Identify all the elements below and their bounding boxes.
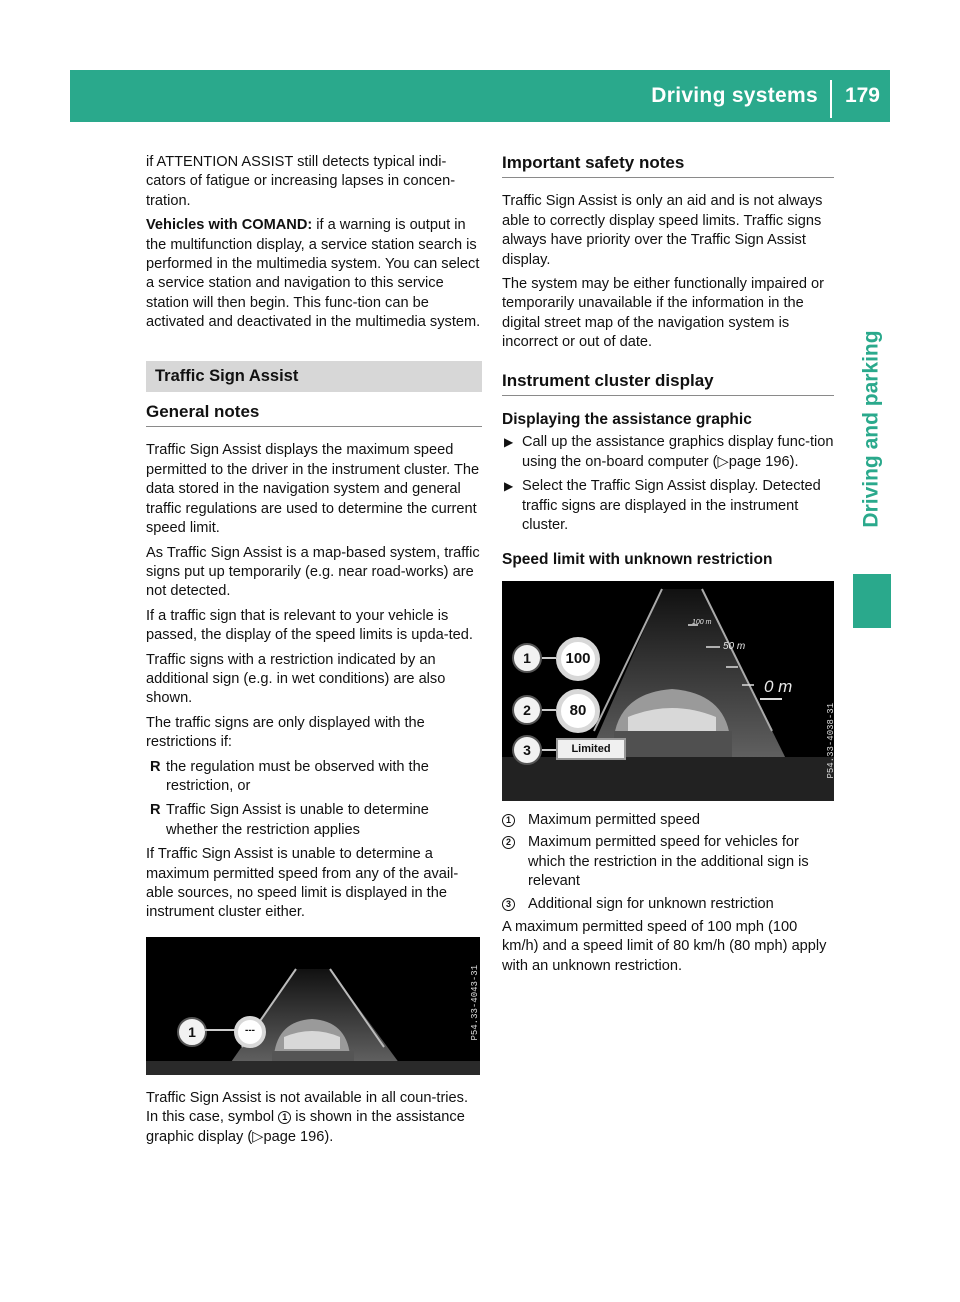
unavailable-paragraph: Traffic Sign Assist is not available in all coun-tries. In this case, symbol 1 is shown in the assistance graphic display (▷page 196). (146, 1089, 469, 1145)
section-banner: Traffic Sign Assist (146, 361, 482, 392)
figure-id: P54.33-4038-31 (826, 702, 837, 779)
header-divider (830, 80, 832, 118)
callout-line (542, 709, 556, 711)
callout-line (542, 657, 556, 659)
paragraph: The system may be either functionally impaired or temporarily unavailable if the information in the digital street map of the navigation system is incorrect or out of date. (502, 276, 825, 351)
paragraph: As Traffic Sign Assist is a map-based system, traffic signs put up temporarily (e.g. near road-works) are not detected. (146, 544, 480, 600)
comand-paragraph (146, 216, 482, 332)
paragraph: If Traffic Sign Assist is unable to determine a maximum permitted speed from any of the avail-able sources, no speed limit is displayed in the instrument cluster either. (146, 846, 459, 921)
arrow-right-icon: ▶ (504, 435, 514, 450)
figure-id: P54.33-4043-31 (470, 964, 481, 1041)
distance-label-0m: 0 m (764, 676, 793, 696)
right-column (502, 153, 837, 981)
callout-number-icon: 2 (502, 836, 515, 849)
page-ref-triangle-icon: ▷ (717, 453, 729, 470)
intro-paragraph: if ATTENTION ASSIST still detects typical indi-cators of fatigue or increasing lapses in concen-tration. (146, 154, 456, 209)
chapter-tab (853, 290, 891, 568)
callout-number-icon: 1 (502, 814, 515, 827)
speed-limit-sign-100-icon: 100 (556, 637, 600, 681)
section-title: Driving systems (651, 84, 818, 107)
instruction-step: ▶ Call up the assistance graphics display func-tion using the on-board computer (▷page 196). (504, 434, 834, 470)
callout-marker-1: 1 (177, 1017, 207, 1047)
assistance-graphic-heading: Displaying the assistance graphic (502, 411, 752, 429)
distance-label-50m: 50 m (723, 640, 746, 652)
page-ref-triangle-icon: ▷ (252, 1128, 264, 1145)
callout-number-icon: 3 (502, 898, 515, 911)
road-graphic (146, 937, 480, 1075)
arrow-right-icon: ▶ (504, 479, 514, 494)
left-column (146, 153, 482, 1152)
no-speed-limit-sign-icon: --- (234, 1016, 266, 1048)
speed-limit-heading: Speed limit with unknown restriction (502, 550, 773, 568)
chapter-label: Driving and parking (860, 330, 884, 528)
callout-item: 1 Maximum permitted speed (502, 811, 834, 830)
paragraph: Traffic Sign Assist displays the maximum speed permitted to the driver in the instrument cluster. The data stored in the navigation system and general traffic regulations are used to determine the current speed limit. (146, 442, 480, 537)
callout-marker-2: 2 (512, 695, 542, 725)
callout-line (542, 749, 556, 751)
page-number: 179 (844, 84, 880, 107)
distance-label-100m: 100 m (692, 618, 712, 626)
instruction-step: ▶ Select the Traffic Sign Assist display. Detected traffic signs are displayed in the instrument cluster. (504, 478, 821, 534)
comand-text: if a warning is output in the multifunction display, a service station search is performed in the multimedia system. You can select a service station and navigation to this service station will then begin. This func-tion can be activated and deactivated in the multimedia system. (146, 217, 481, 331)
safety-notes-heading: Important safety notes (502, 153, 834, 178)
bullet-r-icon: R (150, 758, 161, 775)
paragraph: The traffic signs are only displayed with the restrictions if: (146, 714, 425, 751)
speed-limit-figure (502, 581, 837, 801)
summary-paragraph: A maximum permitted speed of 100 mph (100 km/h) and a speed limit of 80 km/h (80 mph) apply with an unknown restriction. (502, 918, 827, 974)
callout-line (205, 1029, 235, 1031)
bullet-r-icon: R (150, 802, 161, 819)
paragraph: Traffic Sign Assist is only an aid and is not always able to correctly display speed limits. Traffic signs always have priority over the Traffic Sign Assist display. (502, 193, 823, 268)
paragraph: If a traffic sign that is relevant to your vehicle is passed, the display of the speed limits is upda-ted. (146, 607, 473, 644)
callout-marker-1: 1 (512, 643, 542, 673)
speed-limit-sign-80-icon: 80 (556, 689, 600, 733)
list-item: R the regulation must be observed with the restriction, or (150, 758, 429, 794)
chapter-tab-marker (853, 574, 891, 628)
symbol-1-icon: 1 (278, 1111, 291, 1124)
general-notes-heading: General notes (146, 402, 482, 427)
cluster-display-heading: Instrument cluster display (502, 371, 834, 396)
comand-label: Vehicles with COMAND: (146, 217, 313, 234)
assistance-graphic-figure (146, 937, 480, 1075)
header-bar (70, 70, 890, 122)
callout-marker-3: 3 (512, 735, 542, 765)
paragraph: Traffic signs with a restriction indicated by an additional sign (e.g. in wet conditions) are also shown. (146, 651, 446, 707)
additional-sign-plate: Limited (556, 738, 626, 760)
callout-item: 3 Additional sign for unknown restriction (502, 895, 834, 914)
callout-item: 2 Maximum permitted speed for vehicles for which the restriction in the additional sign is relevant (502, 833, 834, 891)
list-item: R Traffic Sign Assist is unable to determine whether the restriction applies (150, 802, 429, 838)
